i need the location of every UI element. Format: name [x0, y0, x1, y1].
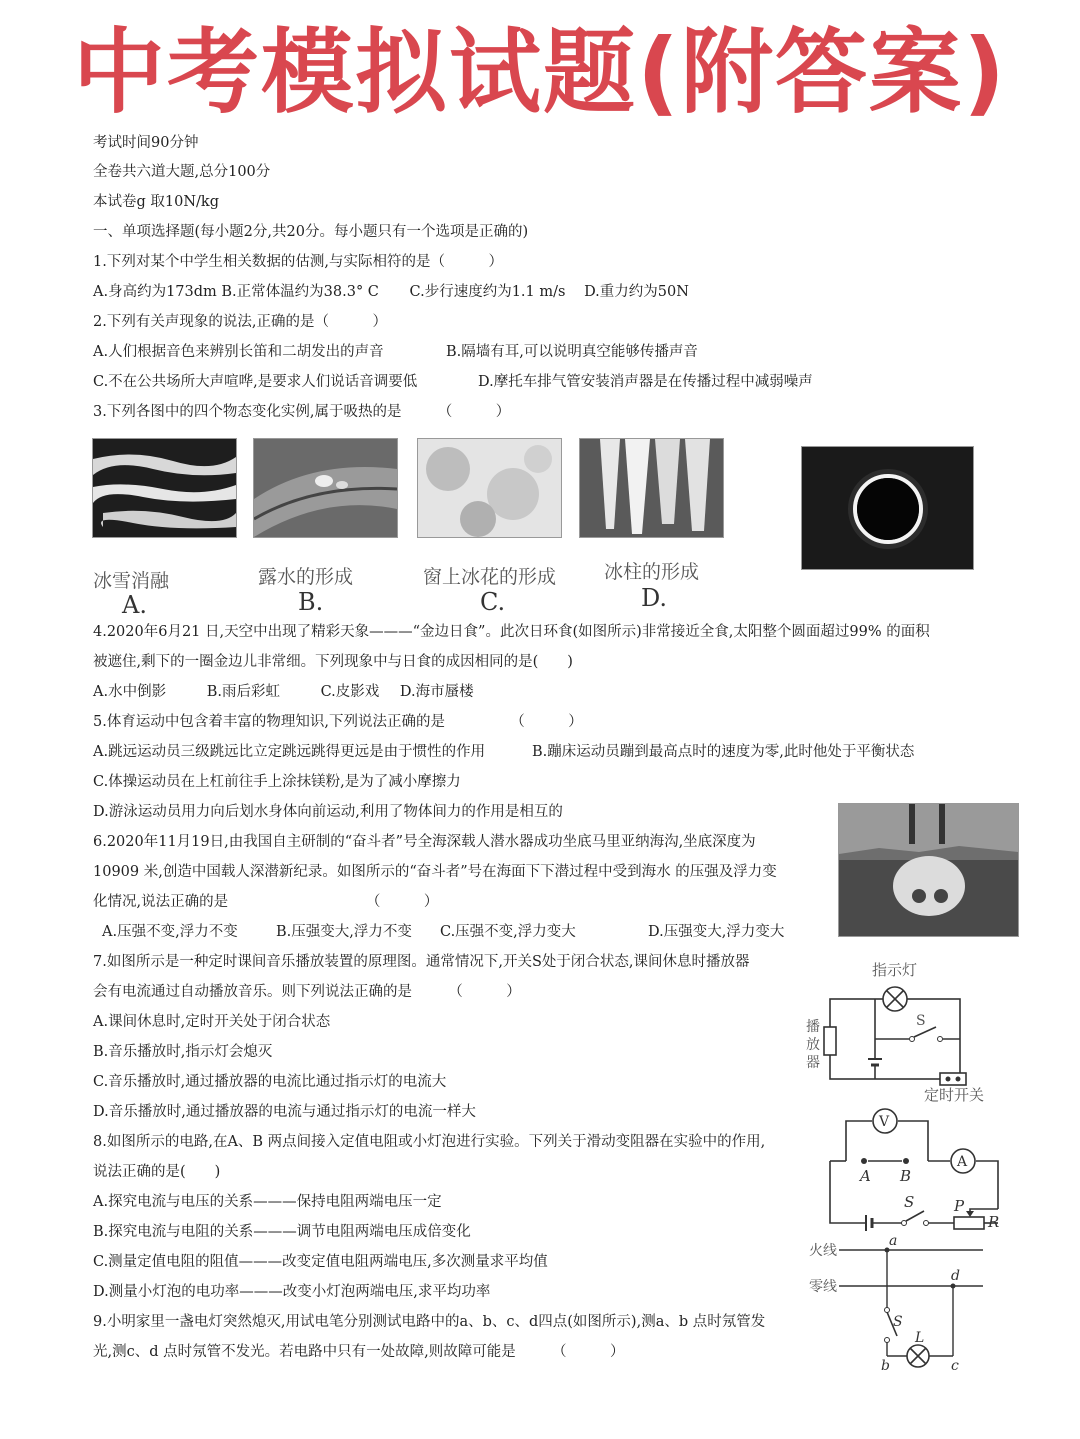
ice-melting-image	[93, 439, 236, 537]
q1-options	[93, 282, 689, 302]
q8-option-d: D.测量小灯泡的电功率———改变小灯泡两端电压,求平均功率	[93, 1284, 491, 1300]
q3-stem: 3.下列各图中的四个物态变化实例,属于吸热的是 （ ）	[93, 404, 511, 420]
q6-line3: 化情况,说法正确的是 （ ）	[93, 894, 439, 910]
q8-option-b: B.探究电流与电阻的关系———调节电阻两端电压成倍变化	[93, 1224, 471, 1240]
frost-flower-image	[418, 439, 561, 537]
exam-time: 考试时间90分钟	[93, 135, 199, 151]
slider-p-label: P	[954, 1197, 965, 1215]
q4-option-c: C.皮影戏	[320, 684, 380, 700]
point-d-label: d	[951, 1268, 960, 1284]
q5-option-c: C.体操运动员在上杠前往手上涂抹镁粉,是为了减小摩擦力	[93, 774, 461, 790]
q2-option-b: B.隔墙有耳,可以说明真空能够传播声音	[446, 344, 698, 360]
letter-b: B.	[298, 588, 324, 616]
voltmeter-label: V	[879, 1114, 890, 1130]
q5-option-b: B.蹦床运动员蹦到最高点时的速度为零,此时他处于平衡状态	[532, 744, 915, 760]
q6-line2: 10909 米,创造中国载人深潜新纪录。如图所示的“奋斗者”号在海面下下潜过程中受到海水 的压强及浮力变	[93, 864, 777, 880]
q1-stem: 1.下列对某个中学生相关数据的估测,与实际相符的是（ ）	[93, 254, 503, 270]
q1-option-c: C.步行速度约为1.1 m/s	[409, 284, 566, 300]
dew-image	[254, 439, 397, 537]
q7-option-b: B.音乐播放时,指示灯会熄灭	[93, 1044, 273, 1060]
q9-circuit-diagram	[805, 1232, 995, 1372]
q6-line1: 6.2020年11月19日,由我国自主研制的“奋斗者”号全海深载人潜水器成功坐底马里亚纳海沟,坐底深度为	[93, 834, 756, 850]
icicle-image	[580, 439, 723, 537]
q5-stem: 5.体育运动中包含着丰富的物理知识,下列说法正确的是 （ ）	[93, 714, 583, 730]
letter-a: A.	[122, 591, 147, 619]
q9-line1: 9.小明家里一盏电灯突然熄灭,用试电笔分别测试电路中的a、b、c、d四点(如图所示),测a、b 点时氖管发	[93, 1314, 766, 1330]
q7-line1: 7.如图所示是一种定时课间音乐播放装置的原理图。通常情况下,开关S处于闭合状态,课间休息时播放器	[93, 954, 750, 970]
point-b-icon	[903, 1158, 909, 1164]
q1-option-ab: A.身高约为173dm B.正常体温约为38.3° C	[93, 284, 379, 300]
live-wire-label: 火线	[809, 1243, 837, 1259]
caption-d: 冰柱的形成	[604, 561, 700, 583]
q8-line1: 8.如图所示的电路,在A、B 两点间接入定值电阻或小灯泡进行实验。下列关于滑动变阻器在实验中的作用,	[93, 1134, 766, 1150]
ammeter-label: A	[957, 1154, 968, 1170]
resistor-r-label: R	[988, 1213, 1000, 1231]
q4-option-b: B.雨后彩虹	[206, 684, 280, 700]
q7-option-c: C.音乐播放时,通过播放器的电流比通过指示灯的电流大	[93, 1074, 447, 1090]
section-heading: 一、单项选择题(每小题2分,共20分。每小题只有一个选项是正确的)	[93, 224, 529, 240]
point-a-icon	[861, 1158, 867, 1164]
q4-option-d: D.海市蜃楼	[399, 684, 474, 700]
point-c-label: c	[951, 1358, 959, 1372]
q1-option-d: D.重力约为50N	[584, 284, 689, 300]
timer-label: 定时开关	[924, 1086, 985, 1104]
q8-line2: 说法正确的是( )	[93, 1164, 221, 1180]
rheostat-icon	[954, 1217, 984, 1229]
lamp-label: 指示灯	[872, 961, 918, 979]
q8-option-c: C.测量定值电阻的阻值———改变定值电阻两端电压,多次测量求平均值	[93, 1254, 548, 1270]
letter-c: C.	[480, 588, 506, 616]
gravity-note: 本试卷g 取10N/kg	[93, 194, 219, 210]
q5-option-a: A.跳远运动员三级跳远比立定跳远跳得更远是由于惯性的作用	[93, 744, 486, 760]
q4-line2: 被遮住,剩下的一圈金边儿非常细。下列现象中与日食的成因相同的是( )	[93, 654, 573, 670]
switch-label-2: S	[904, 1193, 915, 1211]
q7-line2: 会有电流通过自动播放音乐。则下列说法正确的是 （ ）	[93, 984, 521, 1000]
switch-label-3: S	[893, 1314, 903, 1330]
q7-option-d: D.音乐播放时,通过播放器的电流与通过指示灯的电流一样大	[93, 1104, 476, 1120]
player-label-3: 器	[806, 1055, 820, 1071]
annular-eclipse-image	[802, 447, 973, 569]
q8-circuit-diagram	[820, 1105, 1010, 1235]
point-a-label-q9: a	[889, 1233, 898, 1249]
q8-option-a: A.探究电流与电压的关系———保持电阻两端电压一定	[93, 1194, 442, 1210]
exam-total: 全卷共六道大题,总分100分	[93, 164, 271, 180]
frost-flower-photo	[417, 438, 562, 538]
player-resistor-icon	[824, 1027, 836, 1055]
neutral-wire-label: 零线	[809, 1279, 837, 1295]
q7-circuit-diagram	[800, 955, 1010, 1105]
q2-option-c: C.不在公共场所大声喧哗,是要求人们说话音调要低	[93, 374, 418, 390]
q4-option-a: A.水中倒影	[93, 684, 167, 700]
q6-option-c: C.压强不变,浮力变大	[440, 924, 576, 940]
switch-s-icon-2	[906, 1211, 924, 1221]
submersible-image	[839, 804, 1018, 936]
point-b-label-q9: b	[881, 1358, 890, 1372]
q2-stem: 2.下列有关声现象的说法,正确的是（ ）	[93, 314, 387, 330]
q6-option-b: B.压强变大,浮力不变	[276, 924, 412, 940]
dew-photo	[253, 438, 398, 538]
q4-line1: 4.2020年6月21 日,天空中出现了精彩天象———“金边日食”。此次日环食(如图所示)非常接近全食,太阳整个圆面超过99% 的面积	[93, 624, 930, 640]
q6-option-a: A.压强不变,浮力不变	[102, 924, 238, 940]
q4-options	[93, 682, 474, 702]
ice-melting-photo	[92, 438, 237, 538]
caption-b: 露水的形成	[258, 566, 354, 588]
player-label-1: 播	[806, 1019, 820, 1035]
page-title: 中考模拟试题(附答案)	[72, 19, 1008, 126]
player-label-2: 放	[806, 1037, 820, 1053]
q6-option-d: D.压强变大,浮力变大	[648, 924, 785, 940]
caption-a: 冰雪消融	[93, 570, 170, 592]
q2-option-d: D.摩托车排气管安装消声器是在传播过程中减弱噪声	[478, 374, 813, 390]
lamp-label-q9: L	[915, 1330, 925, 1346]
q5-option-d: D.游泳运动员用力向后划水身体向前运动,利用了物体间力的作用是相互的	[93, 804, 563, 820]
eclipse-photo	[801, 446, 974, 570]
point-a-label: A	[860, 1167, 871, 1185]
switch-label: S	[916, 1013, 926, 1029]
letter-d: D.	[641, 584, 668, 612]
icicle-photo	[579, 438, 724, 538]
submersible-photo	[838, 803, 1019, 937]
caption-c: 窗上冰花的形成	[423, 566, 557, 588]
point-b-label: B	[900, 1167, 912, 1185]
q2-option-a: A.人们根据音色来辨别长笛和二胡发出的声音	[93, 344, 384, 360]
q9-line2: 光,测c、d 点时氖管不发光。若电路中只有一处故障,则故障可能是 （ ）	[93, 1344, 625, 1360]
timer-switch-icon	[940, 1073, 966, 1085]
q7-option-a: A.课间休息时,定时开关处于闭合状态	[93, 1014, 331, 1030]
